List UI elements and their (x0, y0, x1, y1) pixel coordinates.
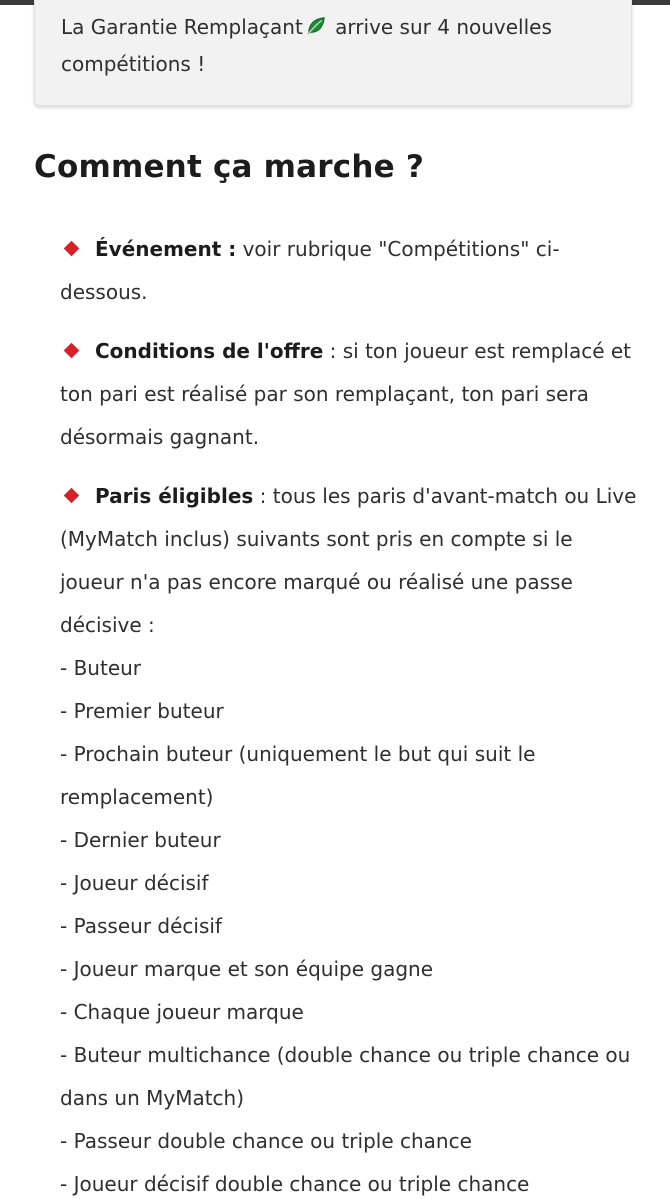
list-item: - Dernier buteur (60, 828, 221, 852)
eligible-bets-label: Paris éligibles (95, 484, 254, 508)
event-text: voir rubrique "Compétitions" ci-dessous. (60, 237, 560, 304)
event-paragraph (60, 228, 642, 314)
eligible-bets-text: : tous les paris d'avant-match ou Live (MyMatch inclus) suivants sont pris en compte si le joueur n'a pas encore marqué ou réalisé une passe décisive : (60, 484, 637, 637)
conditions-text: : si ton joueur est remplacé et ton pari est réalisé par son remplaçant, ton pari sera désormais gagnant. (60, 339, 632, 449)
red-diamond-icon (64, 488, 80, 504)
list-item: - Buteur multichance (double chance ou triple chance ou dans un MyMatch) (60, 1043, 631, 1110)
event-label: Événement : (95, 237, 237, 261)
conditions-paragraph (60, 330, 642, 459)
list-item: - Passeur décisif (60, 914, 222, 938)
list-item: - Chaque joueur marque (60, 1000, 304, 1024)
conditions-label: Conditions de l'offre (95, 339, 324, 363)
list-item: - Prochain buteur (uniquement le but qui suit le remplacement) (60, 742, 536, 809)
list-item: - Passeur double chance ou triple chance (60, 1129, 472, 1153)
notice-text-after: arrive sur 4 nouvelles compétitions ! (61, 15, 552, 76)
red-diamond-icon (64, 343, 80, 359)
list-item: - Joueur décisif (60, 871, 209, 895)
list-item: - Joueur décisif double chance ou triple chance (60, 1172, 530, 1196)
green-leaf-icon (305, 15, 327, 37)
info-notice-box (34, 0, 632, 106)
notice-text-before: La Garantie Remplaçant (61, 15, 303, 39)
red-diamond-icon (64, 241, 80, 257)
list-item: - Premier buteur (60, 699, 224, 723)
offer-details (60, 228, 642, 1199)
eligible-bets-paragraph (60, 475, 642, 647)
list-item: - Joueur marque et son équipe gagne (60, 957, 433, 981)
page-heading: Comment ça marche ? (34, 149, 424, 185)
eligible-bets-list (60, 647, 642, 1199)
list-item: - Buteur (60, 656, 142, 680)
